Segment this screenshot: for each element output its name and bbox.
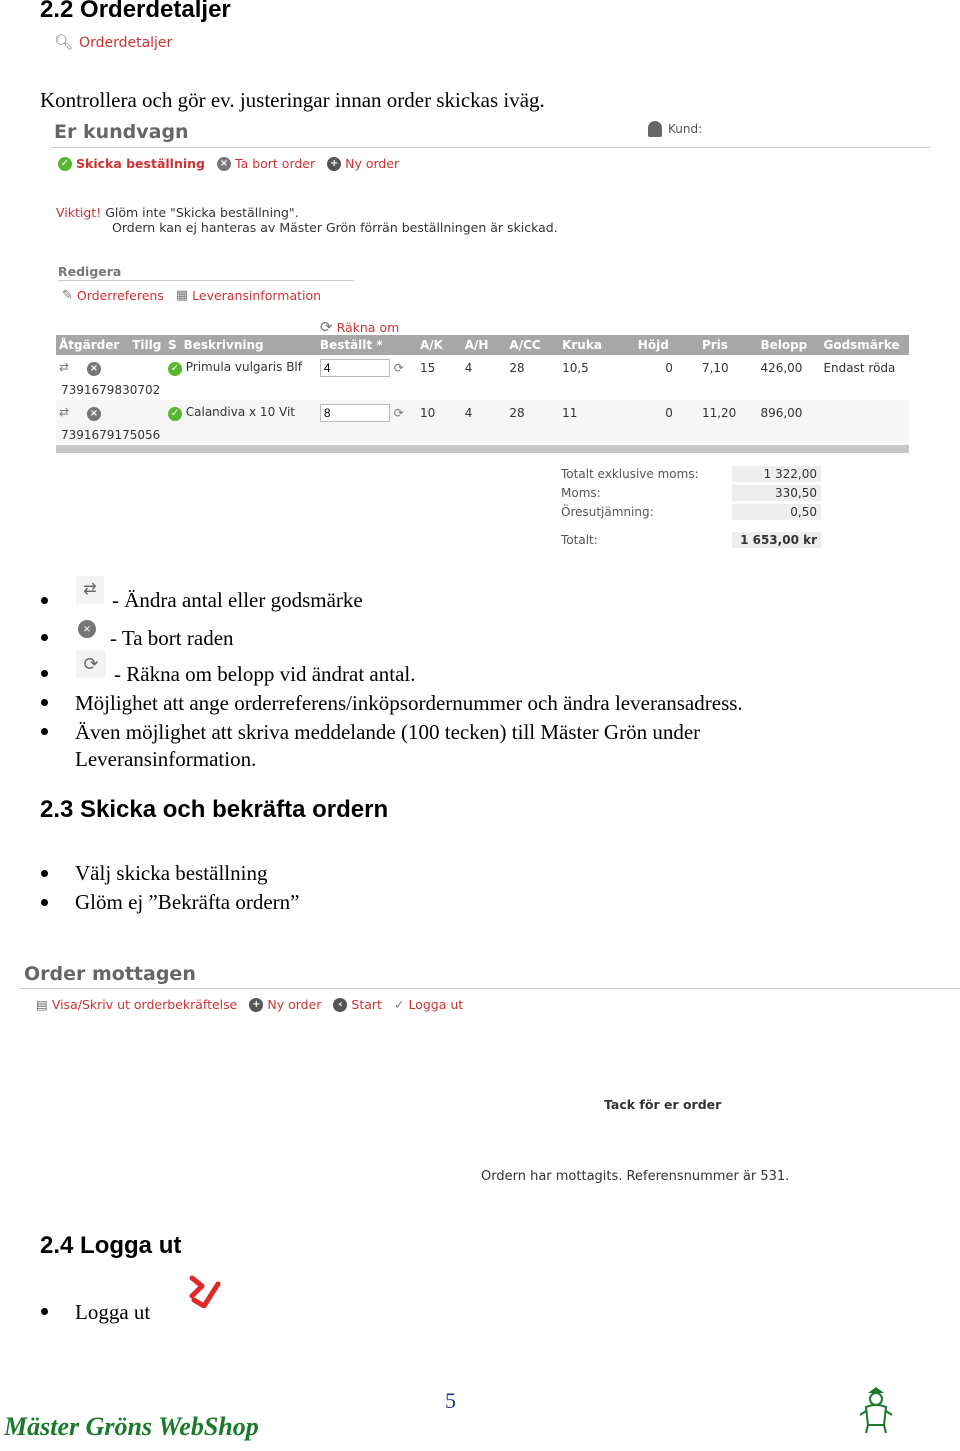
close-icon[interactable]: × — [87, 362, 101, 376]
bullet-dot — [41, 597, 48, 604]
cell: 28 — [509, 360, 525, 375]
warning-line-2: Ordern kan ej hanteras av Mäster Grön förrän beställningen är skickad. — [112, 220, 558, 235]
bullet-text: Logga ut — [75, 1300, 151, 1324]
cart-title: Er kundvagn — [54, 121, 189, 143]
cell: 4 — [464, 360, 473, 375]
divider — [58, 280, 354, 281]
page-number: 5 — [445, 1388, 456, 1413]
quantity-input[interactable] — [320, 404, 390, 422]
ean-row — [56, 425, 909, 445]
send-order-button[interactable]: ✓ Skicka beställning — [58, 156, 205, 171]
check-icon: ✓ — [58, 157, 72, 171]
print-confirmation-button[interactable]: ▤ Visa/Skriv ut orderbekräftelse — [36, 997, 238, 1012]
bullet-text-continued: Leveransinformation. — [75, 747, 257, 771]
column-header: Tillg — [132, 338, 162, 352]
edit-links — [62, 288, 321, 303]
quantity-input[interactable] — [320, 359, 390, 377]
row-description: ✓ Primula vulgaris Blf — [167, 355, 319, 380]
close-icon: × — [217, 157, 231, 171]
recalc-button[interactable]: ⟳ Räkna om — [320, 318, 400, 336]
ean-row — [56, 380, 909, 400]
gardener-logo — [856, 1385, 896, 1435]
cell: 10 — [420, 405, 436, 420]
total-row: Moms: 330,50 — [560, 485, 821, 501]
cell: 0 — [665, 405, 673, 420]
received-actions — [36, 997, 463, 1012]
column-header: Åtgärder — [59, 338, 120, 352]
new-order-button[interactable]: + Ny order — [327, 156, 399, 171]
column-header: Höjd — [637, 338, 669, 352]
printer-icon: ▤ — [36, 997, 48, 1012]
bullet-text: - Räkna om belopp vid ändrat antal. — [114, 662, 416, 686]
bullet-text: Glöm ej ”Bekräfta ordern” — [75, 890, 300, 914]
column-header: Pris — [701, 338, 728, 352]
thanks-text: Tack för er order — [604, 1097, 722, 1112]
refresh-icon: ⟳ — [76, 650, 106, 678]
row-actions — [56, 355, 131, 380]
section-heading-2-3: 2.3 Skicka och bekräfta ordern — [40, 796, 389, 823]
cell: 15 — [420, 360, 436, 375]
plus-icon: + — [249, 998, 263, 1012]
plus-icon: + — [327, 157, 341, 171]
close-icon[interactable]: × — [87, 407, 101, 421]
ean-code: 7391679830702 — [61, 383, 161, 397]
cell: 7,10 — [701, 360, 729, 375]
bullet-dot — [41, 870, 48, 877]
refresh-icon: ⟳ — [320, 318, 333, 336]
delivery-info-link[interactable]: ▦ Leveransinformation — [175, 288, 322, 303]
totals-box — [560, 463, 821, 551]
column-header: A/K — [420, 338, 443, 352]
total-row: Öresutjämning: 0,50 — [560, 504, 821, 520]
available-icon: ✓ — [168, 362, 182, 376]
row-description: ✓ Calandiva x 10 Vit — [167, 400, 319, 425]
arrow-left-icon: ‹ — [333, 998, 347, 1012]
cell: 4 — [464, 405, 473, 420]
bullet-dot — [41, 699, 48, 706]
bullet-dot — [41, 728, 48, 735]
orderdetaljer-crumb: 🔍︎ Orderdetaljer — [54, 34, 173, 51]
new-order-button[interactable]: + Ny order — [249, 997, 321, 1012]
close-icon: × — [78, 620, 96, 638]
column-header: A/CC — [509, 338, 541, 352]
cell: 426,00 — [760, 360, 803, 375]
logout-check-icon: ✓ — [393, 997, 405, 1012]
customer-field: Kund: — [648, 121, 702, 137]
divider — [20, 988, 960, 989]
bullet-text: Möjlighet att ange orderreferens/inköpsordernummer och ändra leveransadress. — [75, 691, 743, 715]
column-header: S — [167, 338, 177, 352]
bullet-text: - Ta bort raden — [110, 626, 234, 650]
logout-button[interactable]: ✓ Logga ut — [393, 997, 464, 1012]
cell: 28 — [509, 405, 525, 420]
column-header: Kruka — [562, 338, 602, 352]
calendar-icon: ▦ — [175, 288, 189, 303]
refresh-icon[interactable]: ⟳ — [393, 360, 404, 375]
table-header — [56, 335, 909, 355]
order-reference-link[interactable]: ✎ Orderreferens — [62, 288, 164, 303]
order-table — [56, 335, 909, 453]
delete-order-button[interactable]: × Ta bort order — [217, 156, 315, 171]
section-heading-2-2: 2.2 Orderdetaljer — [40, 0, 231, 23]
warning-box: Viktigt! Glöm inte "Skicka beställning". — [56, 205, 299, 220]
cell: 0 — [665, 360, 673, 375]
divider — [50, 147, 930, 148]
bullet-dot — [41, 670, 48, 677]
user-icon — [648, 121, 662, 137]
column-header: Belopp — [760, 338, 808, 352]
start-button[interactable]: ‹ Start — [333, 997, 382, 1012]
cell — [822, 400, 909, 425]
refresh-icon[interactable]: ⟳ — [393, 405, 404, 420]
cart-actions — [58, 156, 399, 171]
section-heading-2-4: 2.4 Logga ut — [40, 1232, 182, 1259]
bullet-dot — [41, 634, 48, 641]
table-row — [56, 400, 909, 425]
order-received-message: Ordern har mottagits. Referensnummer är 531. — [481, 1169, 790, 1184]
cell: 10,5 — [562, 360, 589, 375]
bullet-dot — [41, 1308, 48, 1315]
column-header: Beställt * — [319, 338, 383, 352]
edit-icon: ✎ — [62, 288, 73, 303]
footer-brand: Mäster Gröns WebShop — [4, 1412, 259, 1441]
cell: 896,00 — [760, 405, 803, 420]
cell: 11,20 — [701, 405, 737, 420]
bullet-text: Även möjlighet att skriva meddelande (100 tecken) till Mäster Grön under — [75, 720, 701, 744]
quantity-cell — [319, 400, 419, 425]
magnifier-icon: 🔍︎ — [54, 35, 74, 51]
available-icon: ✓ — [168, 407, 182, 421]
cell: Endast röda — [823, 360, 896, 375]
bullet-text: - Ändra antal eller godsmärke — [112, 588, 363, 612]
swap-icon[interactable]: ⇄ — [59, 404, 70, 419]
bullet-dot — [41, 899, 48, 906]
bullet-text: Välj skicka beställning — [75, 861, 268, 885]
row-actions — [56, 400, 131, 425]
column-header: Godsmärke — [823, 338, 900, 352]
total-row-grand: Totalt: 1 653,00 kr — [560, 532, 821, 548]
swap-icon: ⇄ — [76, 576, 104, 604]
table-row — [56, 355, 909, 380]
swap-icon[interactable]: ⇄ — [59, 359, 70, 374]
table-footer-bar — [56, 445, 909, 453]
logout-icon — [188, 1272, 222, 1308]
intro-text: Kontrollera och gör ev. justeringar innan order skickas iväg. — [40, 88, 545, 112]
cell: 11 — [562, 405, 578, 420]
ean-code: 7391679175056 — [61, 428, 161, 442]
column-header: Beskrivning — [183, 338, 264, 352]
edit-heading: Redigera — [58, 264, 122, 279]
order-received-title: Order mottagen — [24, 963, 196, 985]
column-header: A/H — [464, 338, 489, 352]
total-row: Totalt exklusive moms: 1 322,00 — [560, 466, 821, 482]
quantity-cell — [319, 355, 419, 380]
